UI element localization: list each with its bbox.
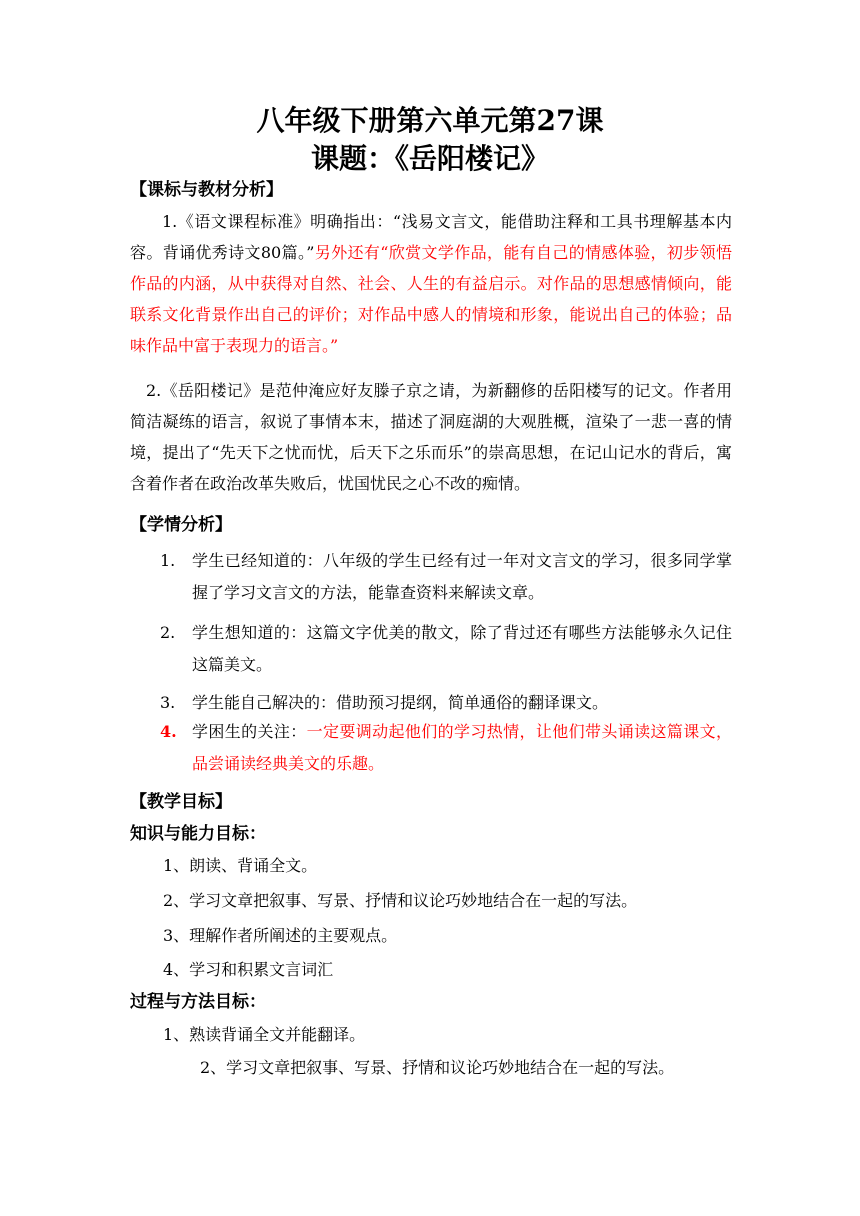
- student-analysis-item-2: [160, 617, 732, 681]
- curriculum-paragraph-2: 2.《岳阳楼记》是范仲淹应好友滕子京之请，为新翻修的岳阳楼写的记文。作者用简洁凝练的语言，叙说了事情本末，描述了洞庭湖的大观胜概，渲染了一悲一喜的情境，提出了“先天下之忧而忧，后天下之乐而乐”的崇高思想，在记山记水的背后，寓含着作者在政治改革失败后，忧国忧民之心不改的痴情。: [130, 381, 732, 493]
- item-label: 学困生的关注：: [192, 722, 307, 741]
- item-text: 学生已经知道的：八年级的学生已经有过一年对文言文的学习，很多同学掌握了学习文言文的方法，能靠查资料来解读文章。: [192, 551, 732, 602]
- section-heading-student-analysis: 【学情分析】: [130, 515, 232, 535]
- subheading-knowledge-goals: 知识与能力目标：: [130, 824, 266, 844]
- student-analysis-item-4: [160, 716, 732, 780]
- knowledge-goal-4: 4、学习和积累文言词汇: [163, 960, 334, 979]
- item-highlight-text: 一定要调动起他们的学习热情，让他们带头诵读这篇课文，品尝诵读经典美文的乐趣。: [192, 722, 732, 773]
- subheading-process-goals: 过程与方法目标：: [130, 992, 266, 1012]
- curriculum-paragraph-1: [130, 206, 732, 361]
- process-goal-1: 1、熟读背诵全文并能翻译。: [163, 1025, 366, 1044]
- curriculum-standard-quote: 1.《语文课程标准》明确指出：“浅易文言文，能借助注释和工具书理解基本内容。背诵优秀诗文80篇。”: [130, 212, 732, 262]
- section-heading-teaching-goals: 【教学目标】: [130, 792, 232, 812]
- item-number: 2.: [160, 623, 176, 642]
- student-analysis-item-1: [160, 545, 732, 609]
- item-text: 学生想知道的：这篇文字优美的散文，除了背过还有哪些方法能够永久记住这篇美文。: [192, 623, 732, 674]
- document-title: 八年级下册第六单元第27课: [256, 104, 604, 137]
- knowledge-goal-3: 3、理解作者所阐述的主要观点。: [163, 926, 398, 945]
- item-text: [192, 716, 732, 780]
- item-number: 1.: [160, 551, 176, 570]
- knowledge-goal-2: 2、学习文章把叙事、写景、抒情和议论巧妙地结合在一起的写法。: [163, 891, 638, 910]
- curriculum-highlight-text: 另外还有“欣赏文学作品，能有自己的情感体验，初步领悟作品的内涵，从中获得对自然、社会、人生的有益启示。对作品的思想感情倾向，能联系文化背景作出自己的评价；对作品中感人的情境和形象，能说出自己的体验；品味作品中富于表现力的语言。”: [130, 243, 732, 355]
- student-analysis-item-3: [160, 687, 732, 719]
- process-goal-2: 2、学习文章把叙事、写景、抒情和议论巧妙地结合在一起的写法。: [200, 1058, 675, 1077]
- item-number: 4.: [160, 722, 177, 741]
- item-number: 3.: [160, 693, 176, 712]
- section-heading-curriculum-analysis: 【课标与教材分析】: [130, 180, 283, 200]
- item-text: 学生能自己解决的：借助预习提纲，简单通俗的翻译课文。: [192, 693, 609, 712]
- knowledge-goal-1: 1、朗读、背诵全文。: [163, 856, 318, 875]
- lesson-title: 课题：《岳阳楼记》: [310, 142, 549, 175]
